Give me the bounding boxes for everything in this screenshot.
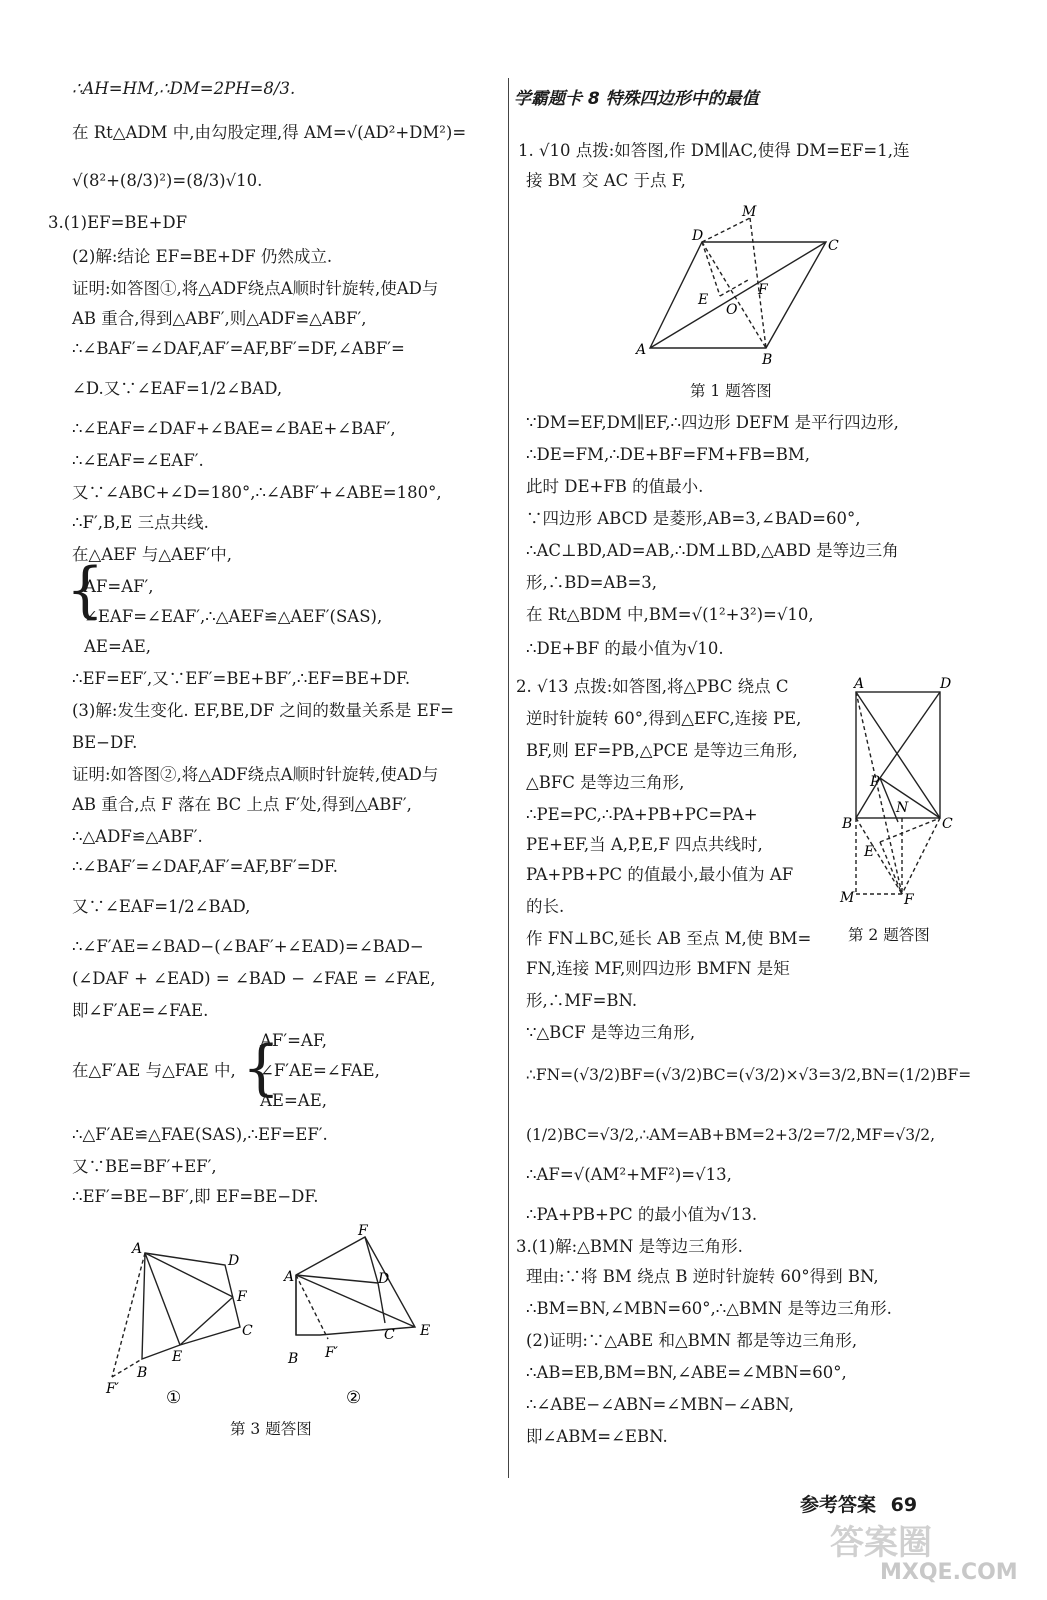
page-number: 69 [890,1494,918,1516]
text-line: ∴EF=EF′,又∵EF′=BE+BF′,∴EF=BE+DF. [72,669,411,688]
text-line: ∴EF′=BE−BF′,即 EF=BE−DF. [72,1187,319,1206]
text-line: 证明:如答图②,将△ADF绕点A顺时针旋转,使AD与 [72,765,439,784]
page-footer [800,1490,917,1517]
text-line: 在△F′AE 与△FAE 中, [72,1061,236,1080]
figure-2-diagram [836,672,960,912]
text-line: ∴AF=√(AM²+MF²)=√13, [526,1165,732,1184]
text-line: ∵△BCF 是等边三角形, [526,1023,696,1042]
text-line: 逆时针旋转 60°,得到△EFC,连接 PE, [526,709,802,728]
text-line: ∠D.又∵∠EAF=1/2∠BAD, [72,379,283,398]
text-line: (2)证明:∵△ABE 和△BMN 都是等边三角形, [526,1331,858,1350]
label-B: B [842,816,853,832]
text-line: ∴∠EAF=∠EAF′. [72,451,204,470]
text-line: (3)解:发生变化. EF,BE,DF 之间的数量关系是 EF= [72,701,454,720]
label-N: N [896,800,909,816]
label-B: B [762,352,773,368]
label-A: A [636,342,647,358]
text-line: ∴BM=BN,∠MBN=60°,∴△BMN 是等边三角形. [526,1299,892,1318]
text-line: 在 Rt△BDM 中,BM=√(1²+3²)=√10, [526,605,814,624]
text-line: AE=AE, [260,1091,327,1110]
label-C: C [942,816,953,832]
label-D: D [378,1271,390,1287]
text-line: PE+EF,当 A,P,E,F 四点共线时, [526,835,763,854]
figure-number-2: ② [346,1388,362,1408]
label-D: D [940,676,952,692]
text-line: AE=AE, [84,637,151,656]
text-line: ∴AB=EB,BM=BN,∠ABE=∠MBN=60°, [526,1363,847,1382]
label-E: E [172,1349,183,1365]
text-line: 证明:如答图①,将△ADF绕点A顺时针旋转,使AD与 [72,279,439,298]
text-line: 此时 DE+FB 的值最小. [526,477,704,496]
text-line: ∴PA+PB+PC 的最小值为√13. [526,1205,758,1224]
figure-3b [296,1237,415,1339]
label-C: C [828,238,839,254]
text-line: ∴∠ABE−∠ABN=∠MBN−∠ABN, [526,1395,794,1414]
text-line: 3.(1)解:△BMN 是等边三角形. [516,1237,743,1256]
text-line: 形,∴BD=AB=3, [526,573,658,592]
text-line: 即∠F′AE=∠FAE. [72,1001,209,1020]
label-F: F [758,282,768,298]
text-line: 接 BM 交 AC 于点 F, [526,171,686,190]
label-F: F [237,1289,247,1305]
text-line: ∠EAF=∠EAF′,∴△AEF≌△AEF′(SAS), [84,607,383,626]
label-Fp: F′ [325,1345,338,1361]
text-line: 即∠ABM=∠EBN. [526,1427,668,1446]
text-line: ∴∠BAF′=∠DAF,AF′=AF,BF′=DF,∠ABF′= [72,339,405,358]
text-line: ∴∠EAF=∠DAF+∠BAE=∠BAE+∠BAF′, [72,419,396,438]
label-E: E [420,1323,431,1339]
brace: { [66,555,105,625]
text-line: ∵DM=EF,DM∥EF,∴四边形 DEFM 是平行四边形, [526,413,899,432]
text-line: 又∵∠ABC+∠D=180°,∴∠ABF′+∠ABE=180°, [72,483,442,502]
text-line: ∴DE+BF 的最小值为√10. [526,639,724,658]
brace: { [242,1033,281,1103]
text-line: 2. √13 点拨:如答图,将△PBC 绕点 C [516,677,789,696]
text-line: (∠DAF + ∠EAD) = ∠BAD − ∠FAE = ∠FAE, [72,969,436,988]
figure-1-diagram [630,200,850,370]
label-D: D [692,228,704,244]
text-line: ∴F′,B,E 三点共线. [72,513,209,532]
text-line: ∴∠F′AE=∠BAD−(∠BAF′+∠EAD)=∠BAD− [72,937,424,956]
text-line: ∴DE=FM,∴DE+BF=FM+FB=BM, [526,445,811,464]
label-C: C [384,1327,395,1343]
text-line: 理由:∵将 BM 绕点 B 逆时针旋转 60°得到 BN, [526,1267,879,1286]
label-O: O [726,302,738,318]
text-line: AB 重合,点 F 落在 BC 上点 F′处,得到△ABF′, [72,795,412,814]
text-line: AF=AF′, [84,577,154,596]
text-line: ∴AH=HM,∴DM=2PH=8/3. [72,79,296,98]
watermark-url: MXQE.COM [880,1560,1018,1585]
figure-2-caption: 第 2 题答图 [848,926,930,944]
label-A: A [284,1269,295,1285]
label-E: E [864,844,875,860]
label-F: F [904,892,914,908]
text-line: (1/2)BC=√3/2,∴AM=AB+BM=2+3/2=7/2,MF=√3/2, [526,1126,936,1144]
text-line: 又∵∠EAF=1/2∠BAD, [72,897,251,916]
label-E: E [698,292,709,308]
text-line: ∴△F′AE≌△FAE(SAS),∴EF=EF′. [72,1125,328,1144]
text-line: 又∵BE=BF′+EF′, [72,1157,217,1176]
figure-number-1: ① [166,1388,182,1408]
text-line: (2)解:结论 EF=BE+DF 仍然成立. [72,247,333,266]
text-line: 在 Rt△ADM 中,由勾股定理,得 AM=√(AD²+DM²)= [72,123,467,142]
label-B: B [288,1351,299,1367]
text-line: ∴AC⊥BD,AD=AB,∴DM⊥BD,△ABD 是等边三角 [526,541,899,560]
text-line: BF,则 EF=PB,△PCE 是等边三角形, [526,741,798,760]
text-line: ∠F′AE=∠FAE, [260,1061,380,1080]
text-line: AB 重合,得到△ABF′,则△ADF≌△ABF′, [72,309,367,328]
text-line: ∴∠BAF′=∠DAF,AF′=AF,BF′=DF. [72,857,338,876]
footer-label: 参考答案 [800,1494,877,1516]
text-line: √(8²+(8/3)²)=(8/3)√10. [72,171,263,190]
text-line: △BFC 是等边三角形, [526,773,685,792]
text-line: 形,∴MF=BN. [526,991,638,1010]
label-C: C [242,1323,253,1339]
label-D: D [228,1253,240,1269]
text-line: BE−DF. [72,733,138,752]
text-line: 作 FN⊥BC,延长 AB 至点 M,使 BM= [526,929,812,948]
label-A: A [854,676,865,692]
label-A: A [132,1241,143,1257]
text-line: AF′=AF, [260,1031,327,1050]
figure-3-caption: 第 3 题答图 [230,1420,312,1438]
label-F: F [358,1223,368,1239]
text-line: 的长. [526,897,565,916]
section-title: 学霸题卡 8 特殊四边形中的最值 [514,89,759,109]
text-line: PA+PB+PC 的值最小,最小值为 AF [526,865,794,884]
text-line: ∴PE=PC,∴PA+PB+PC=PA+ [526,805,758,824]
label-P: P [870,774,880,790]
text-line: 在△AEF 与△AEF′中, [72,545,232,564]
text-line: FN,连接 MF,则四边形 BMFN 是矩 [526,959,790,978]
text-line: 1. √10 点拨:如答图,作 DM∥AC,使得 DM=EF=1,连 [518,141,910,160]
watermark-logo: 答案圈 [830,1523,932,1563]
text-line: ∵四边形 ABCD 是菱形,AB=3,∠BAD=60°, [526,509,861,528]
label-Fp: F′ [106,1381,119,1397]
label-M: M [840,890,855,906]
figure-1-caption: 第 1 题答图 [690,382,772,400]
column-divider [508,78,509,1478]
text-line: ∴△ADF≌△ABF′. [72,827,203,846]
label-B: B [137,1365,148,1381]
text-line: ∴FN=(√3/2)BF=(√3/2)BC=(√3/2)×√3=3/2,BN=(1/2)BF= [526,1066,972,1084]
figure-3-diagram [100,1215,450,1415]
text-line: 3.(1)EF=BE+DF [48,213,188,232]
label-M: M [742,204,757,220]
